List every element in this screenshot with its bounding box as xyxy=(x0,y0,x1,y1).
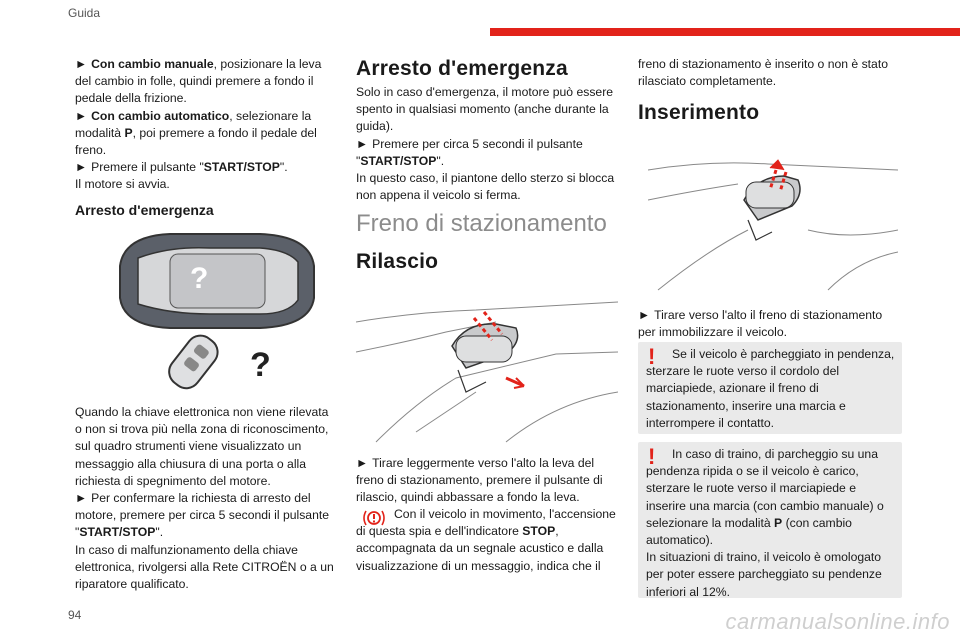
warning-light-text: Con il veicolo in movimento, l'accensione di questa spia e dell'indicatore STOP, accompagnata da un segnale acustico e dalla visualizzazione di un messaggio, indica che il xyxy=(356,507,616,573)
confirm-stop-instruction: ► Per confermare la richiesta di arresto del motore, premere per circa 5 secondi il pulsante "START/STOP". xyxy=(75,491,330,540)
start-stop-instruction: ► Premere il pulsante "START/STOP". xyxy=(75,160,288,175)
apply-heading: Inserimento xyxy=(638,101,760,124)
steering-lock-text: In questo caso, il piantone dello sterzo si blocca non appena il veicolo si ferma. xyxy=(356,171,615,203)
key-malfunction-text: In caso di malfunzionamento della chiave elettronica, rivolgersi alla Rete CITROËN o a un riparatore qualificato. xyxy=(75,542,334,592)
car-key-illustration xyxy=(110,226,340,396)
apply-instruction: ► Tirare verso l'alto il freno di stazionamento per immobilizzare il veicolo. xyxy=(638,308,883,340)
right-continued-text: freno di stazionamento è inserito o non è stato rilasciato completamente. xyxy=(638,57,888,89)
watermark: carmanualsonline.info xyxy=(725,609,950,634)
towing-warning-text: In caso di traino, di parcheggio su una pendenza ripida o se il veicolo è carico, sterzare le ruote verso il marciapiede e inserire una marcia (con cambio manuale) o selezionare la modalità P (con cambio automatico). xyxy=(646,447,884,548)
emergency-press-instruction: ► Premere per circa 5 secondi il pulsante "START/STOP". xyxy=(356,136,583,168)
page-number: 94 xyxy=(68,608,82,622)
header-accent-bar xyxy=(490,28,960,36)
emergency-text: Solo in caso d'emergenza, il motore può essere spento in qualsiasi momento (anche durante la guida). xyxy=(356,85,614,134)
car-question-mark: ? xyxy=(190,262,209,295)
emergency-stop-heading: Arresto d'emergenza xyxy=(356,57,568,80)
key-question-mark: ? xyxy=(250,346,271,384)
parking-brake-section-title: Freno di stazionamento xyxy=(356,210,607,237)
key-not-detected-text: Quando la chiave elettronica non viene rilevata o non si trova più nella zona di riconoscimento, sul quadro strumenti viene visualizzato un messaggio alla chiusura di una porta o alla richiesta di spegnimento del motore. xyxy=(75,405,329,488)
header-title: Guida xyxy=(68,6,101,20)
left-body xyxy=(75,404,337,593)
middle-intro xyxy=(356,84,618,204)
handbrake-apply-illustration xyxy=(648,140,898,300)
towing-warning-box xyxy=(638,442,902,598)
warning-exclamation-icon: ! xyxy=(648,344,656,369)
manual-gear-instruction: ► Con cambio manuale, posizionare la leva del cambio in folle, quindi premere a fondo il pedale della frizione. xyxy=(75,57,322,106)
slope-warning-text: Se il veicolo è parcheggiato in pendenza, sterzare le ruote verso il cordolo del marciapiede, azionare il freno di stazionamento, inserire una marcia e interrompere il contatto. xyxy=(646,347,895,430)
towing-slope-text: In situazioni di traino, il veicolo è omologato per poter essere parcheggiato su pendenze inferiori al 12%. xyxy=(646,550,882,599)
left-column xyxy=(75,56,337,194)
handbrake-release-illustration xyxy=(356,282,618,450)
slope-warning-box xyxy=(638,342,902,434)
engine-starts-text: Il motore si avvia. xyxy=(75,177,170,192)
automatic-gear-instruction: ► Con cambio automatico, selezionare la modalità P, poi premere a fondo il pedale del freno. xyxy=(75,108,317,158)
release-instruction: ► Tirare leggermente verso l'alto la leva del freno di stazionamento, premere il pulsante di rilascio, quindi abbassare a fondo la leva. xyxy=(356,456,603,505)
release-heading: Rilascio xyxy=(356,250,439,273)
left-section-heading: Arresto d'emergenza xyxy=(75,202,214,218)
warning-exclamation-icon: ! xyxy=(648,444,656,469)
